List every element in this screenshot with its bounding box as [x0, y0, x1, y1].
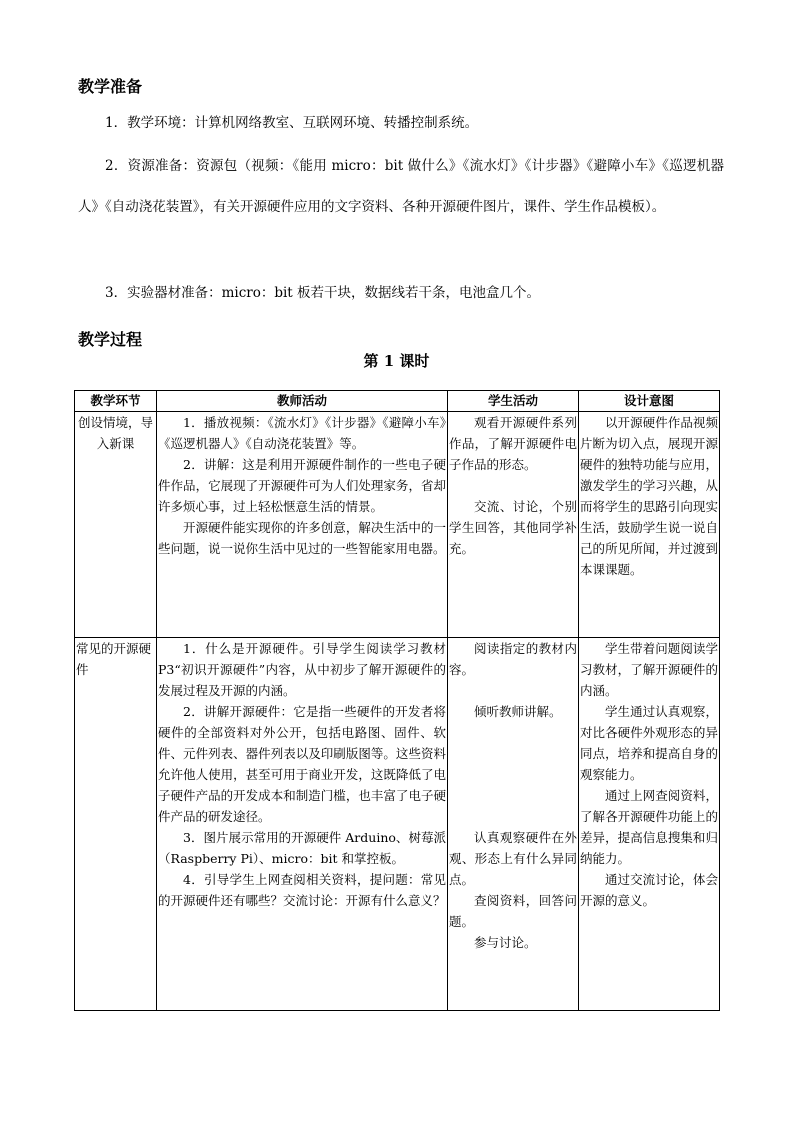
teacher-activity-text: 1．什么是开源硬件。引导学生阅读学习教材 P3“初识开源硬件”内容，从中初步了解开源硬件的发展过程及开源的内涵。 [158, 641, 446, 698]
table-row [75, 638, 720, 1011]
teacher-activity-cell [157, 638, 448, 1011]
design-intent-text: 通过交流讨论，体会开源的意义。 [580, 872, 718, 908]
header-student-activity: 学生活动 [448, 391, 579, 412]
section-heading-process: 教学过程 [78, 330, 143, 349]
prep-item-resources: 2．资源准备：资源包（视频：《能用 micro：bit 做什么》《流水灯》《计步器》《避障小车》《巡逻机器人》《自动浇花装置》，有关开源硬件应用的文字资料、各种开源硬件图片，课件、学生作品模板）。 [78, 158, 724, 215]
design-intent-text: 通过上网查阅资料，了解各开源硬件功能上的差异，提高信息搜集和归纳能力。 [580, 788, 718, 866]
lesson-plan-table [74, 390, 720, 1011]
prep-item-environment: 1．教学环境：计算机网络教室、互联网环境、转播控制系统。 [105, 115, 479, 131]
design-intent-cell [579, 412, 720, 638]
table-header-row [75, 391, 720, 412]
design-intent-text: 学生带着问题阅读学习教材，了解开源硬件的内涵。 [580, 641, 718, 698]
lesson-title: 第 1 课时 [363, 352, 430, 370]
student-activity-text: 阅读指定的教材内容。 [449, 641, 577, 677]
student-activity-cell [448, 412, 579, 638]
teacher-activity-cell [157, 412, 448, 638]
student-activity-text: 观看开源硬件系列作品，了解开源硬件电子作品的形态。 [449, 415, 577, 472]
header-design-intent: 设计意图 [579, 391, 720, 412]
teacher-activity-text: 2．讲解：这是利用开源硬件制作的一些电子硬件作品，它展现了开源硬件可为人们处理家务，省却许多烦心事，过上轻松惬意生活的情景。 [158, 457, 446, 514]
segment-cell: 创设情境，导入新课 [75, 412, 157, 638]
section-heading-preparation: 教学准备 [78, 77, 143, 96]
student-activity-cell [448, 638, 579, 1011]
teacher-activity-text: 2．讲解开源硬件：它是指一些硬件的开发者将硬件的全部资料对外公开，包括电路图、固件、软件、元件列表、器件列表以及印刷版图等。这些资料允许他人使用，甚至可用于商业开发，这既降低了电子硬件产品的开发成本和制造门槛，也丰富了电子硬件产品的研发途径。 [158, 704, 446, 824]
student-activity-text: 查阅资料，回答问题。 [449, 893, 577, 929]
segment-cell: 常见的开源硬件 [75, 638, 157, 1011]
header-teacher-activity: 教师活动 [157, 391, 448, 412]
student-activity-text: 认真观察硬件在外观、形态上有什么异同点。 [449, 830, 577, 887]
student-activity-text: 交流、讨论，个别学生回答，其他同学补充。 [449, 499, 577, 556]
design-intent-text: 以开源硬件作品视频片断为切入点，展现开源硬件的独特功能与应用，激发学生的学习兴趣，从而将学生的思路引向现实生活，鼓励学生说一说自己的所见所闻，并过渡到本课课题。 [580, 415, 718, 577]
header-segment: 教学环节 [75, 391, 157, 412]
teacher-activity-text: 开源硬件能实现你的许多创意，解决生活中的一些问题，说一说你生活中见过的一些智能家用电器。 [158, 520, 446, 556]
student-activity-text: 参与讨论。 [474, 935, 537, 950]
table-row [75, 412, 720, 638]
student-activity-text: 倾听教师讲解。 [474, 704, 562, 719]
teacher-activity-text: 4．引导学生上网查阅相关资料，提问题：常见的开源硬件还有哪些？交流讨论：开源有什么意义？ [158, 872, 446, 908]
teacher-activity-text: 3．图片展示常用的开源硬件 Arduino、树莓派（Raspberry Pi）、micro：bit 和掌控板。 [158, 830, 446, 866]
teacher-activity-text: 1．播放视频：《流水灯》《计步器》《避障小车》《巡逻机器人》《自动浇花装置》等。 [158, 415, 446, 451]
prep-item-equipment: 3．实验器材准备：micro：bit 板若干块，数据线若干条，电池盒几个。 [105, 285, 541, 301]
design-intent-text: 学生通过认真观察，对比各硬件外观形态的异同点，培养和提高自身的观察能力。 [580, 704, 718, 782]
design-intent-cell [579, 638, 720, 1011]
